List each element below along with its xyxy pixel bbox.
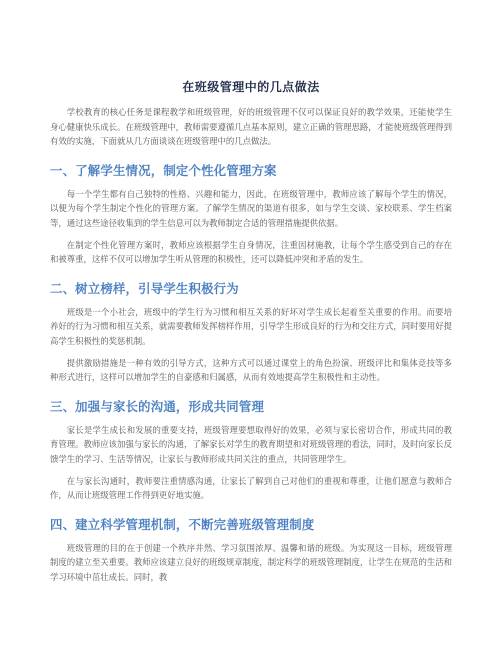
document-title: 在班级管理中的几点做法 (182, 80, 320, 94)
section-paragraph: 班级管理的目的在于创建一个秩序井然、学习氛围浓厚、温馨和谐的班级。为实现这一目标，班级管理制度的建立至关重要。教师应该建立良好的班级规章制度，制定科学的班级管理制度，让学生在规范的生活和学习环境中茁壮成长。同时，教 (50, 542, 452, 582)
section-paragraph: 家长是学生成长和发展的重要支持，班级管理要想取得好的效果，必须与家长密切合作，形成共同的教育管理。教师应该加强与家长的沟通，了解家长对学生的教育期望和对班级管理的看法，同时，及时向家长反馈学生的学习、生活等情况，让家长与教师形成共同关注的重点，共同管理学生。 (50, 424, 452, 464)
section-paragraph: 提供激励措施是一种有效的引导方式，这种方式可以通过课堂上的角色扮演、班级评比和集体竞技等多种形式进行，这样可以增加学生的自豪感和归属感，从而有效地提高学生积极性和主动性。 (50, 357, 452, 383)
section-2 (50, 279, 452, 385)
section-heading: 一、了解学生情况，制定个性化管理方案 (50, 162, 277, 178)
section-paragraph: 在制定个性化管理方案时，教师应该根据学生自身情况，注重因材施教，让每个学生感受到自己的存在和被尊重，这样不仅可以增加学生听从管理的积极性，还可以降低冲突和矛盾的发生。 (50, 239, 452, 265)
intro-paragraph: 学校教育的核心任务是课程教学和班级管理，好的班级管理不仅可以保证良好的教学效果，还能使学生身心健康快乐成长。在班级管理中，教师需要遵循几点基本原则，建立正确的管理思路，才能使班级管理得到有效的实施，下面就从几方面谈谈在班级管理中的几点做法。 (50, 107, 452, 147)
section-1 (50, 161, 452, 267)
section-heading: 三、加强与家长的沟通，形成共同管理 (50, 398, 265, 414)
section-4 (50, 515, 452, 585)
section-paragraph: 每一个学生都有自己独特的性格、兴趣和能力，因此，在班级管理中，教师应该了解每个学生的情况，以便为每个学生制定个性化的管理方案。了解学生情况的渠道有很多，如与学生交谈、家校联系、学生档案等，通过这些途径收集到的学生信息可以为教师制定合适的管理措施提供依据。 (50, 188, 452, 228)
section-paragraph: 班级是一个小社会，班级中的学生行为习惯和相互关系的好坏对学生成长起着至关重要的作用。而要培养好的行为习惯和相互关系，就需要教师发挥榜样作用，引导学生形成良好的行为和交往方式，同时要用好提高学生积极性的奖惩机制。 (50, 306, 452, 346)
section-paragraph: 在与家长沟通时，教师要注重情感沟通，让家长了解到自己对他们的重视和尊重，让他们愿意与教师合作，从而让班级管理工作得到更好地实施。 (50, 475, 452, 501)
section-heading: 二、树立榜样，引导学生积极行为 (50, 280, 239, 296)
section-3 (50, 397, 452, 503)
section-heading: 四、建立科学管理机制，不断完善班级管理制度 (50, 516, 315, 532)
